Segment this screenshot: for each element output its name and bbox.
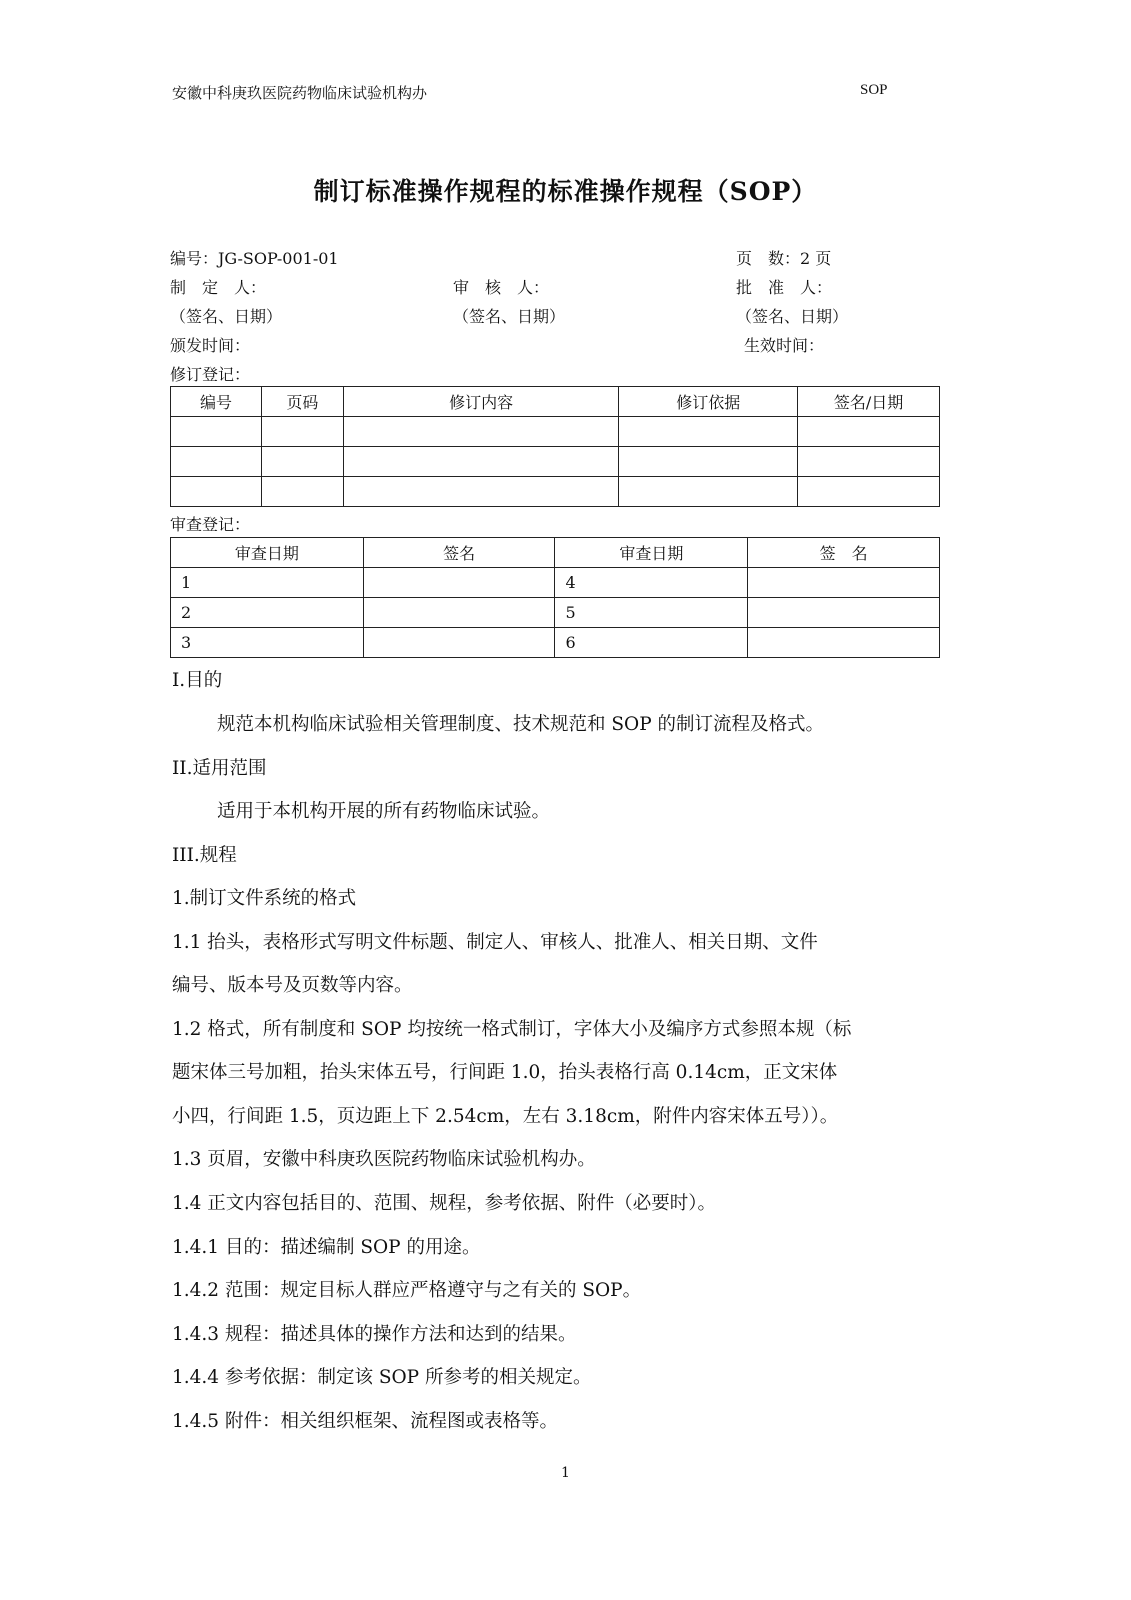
table-cell	[343, 417, 619, 447]
table-cell	[798, 447, 940, 477]
table-cell	[619, 417, 798, 447]
table-header-row	[171, 538, 940, 568]
table-cell	[798, 417, 940, 447]
review-log-label: 审查登记：	[170, 515, 251, 534]
table-cell	[261, 417, 343, 447]
table-row	[171, 417, 940, 447]
table-cell: 6	[555, 628, 748, 658]
page-count: 页 数：2 页	[736, 249, 832, 268]
review-log-table	[170, 537, 940, 658]
table-cell: 4	[555, 568, 748, 598]
section-heading-scope: II.适用范围	[172, 758, 267, 779]
paragraph: 编号、版本号及页数等内容。	[172, 975, 413, 996]
paragraph: 1.1 抬头，表格形式写明文件标题、制定人、审核人、批准人、相关日期、文件	[172, 932, 818, 953]
paragraph: 1.3 页眉，安徽中科庚玖医院药物临床试验机构办。	[172, 1149, 596, 1170]
revision-log-table	[170, 386, 940, 507]
column-header: 签 名	[748, 538, 940, 568]
page-number: 1	[561, 1465, 570, 1481]
paragraph: 适用于本机构开展的所有药物临床试验。	[217, 801, 551, 822]
table-cell	[619, 447, 798, 477]
table-cell: 2	[171, 598, 364, 628]
paragraph: 1.4.2 范围：规定目标人群应严格遵守与之有关的 SOP。	[172, 1280, 642, 1301]
effective-date-field: 生效时间：	[744, 336, 825, 355]
table-cell: 1	[171, 568, 364, 598]
column-header: 签名	[363, 538, 555, 568]
paragraph: 1.4.1 目的：描述编制 SOP 的用途。	[172, 1237, 481, 1258]
issue-date-field: 颁发时间：	[170, 336, 251, 355]
column-header: 页码	[261, 387, 343, 417]
paragraph: 1.4.3 规程：描述具体的操作方法和达到的结果。	[172, 1324, 577, 1345]
paragraph: 1.4.5 附件：相关组织框架、流程图或表格等。	[172, 1411, 558, 1432]
section-heading-purpose: I.目的	[172, 670, 223, 691]
table-cell	[343, 447, 619, 477]
table-cell	[619, 477, 798, 507]
revision-log-label: 修订登记：	[170, 365, 251, 384]
table-cell	[261, 477, 343, 507]
paragraph: 1.制订文件系统的格式	[172, 888, 357, 909]
table-cell	[798, 477, 940, 507]
table-cell	[171, 447, 262, 477]
approver-signature-note: （签名、日期）	[736, 307, 849, 326]
table-cell: 3	[171, 628, 364, 658]
table-cell	[748, 628, 940, 658]
column-header: 审查日期	[171, 538, 364, 568]
table-cell	[171, 477, 262, 507]
table-cell	[261, 447, 343, 477]
author-signature-note: （签名、日期）	[170, 307, 283, 326]
table-cell	[171, 417, 262, 447]
table-cell	[748, 598, 940, 628]
table-header-row	[171, 387, 940, 417]
paragraph: 题宋体三号加粗，抬头宋体五号，行间距 1.0，抬头表格行高 0.14cm，正文宋体	[172, 1062, 838, 1083]
paragraph: 1.4 正文内容包括目的、范围、规程，参考依据、附件（必要时）。	[172, 1193, 717, 1214]
table-row	[171, 598, 940, 628]
table-row	[171, 568, 940, 598]
reviewer-signature-note: （签名、日期）	[453, 307, 566, 326]
table-cell	[343, 477, 619, 507]
column-header: 修订依据	[619, 387, 798, 417]
column-header: 修订内容	[343, 387, 619, 417]
table-cell	[748, 568, 940, 598]
document-title: 制订标准操作规程的标准操作规程（SOP）	[313, 177, 818, 206]
table-cell	[363, 568, 555, 598]
table-cell: 5	[555, 598, 748, 628]
paragraph: 1.4.4 参考依据：制定该 SOP 所参考的相关规定。	[172, 1367, 592, 1388]
table-row	[171, 628, 940, 658]
table-cell	[363, 598, 555, 628]
column-header: 审查日期	[555, 538, 748, 568]
doc-number: 编号：JG-SOP-001-01	[170, 249, 339, 268]
page-header-left: 安徽中科庚玖医院药物临床试验机构办	[172, 84, 428, 102]
table-row	[171, 447, 940, 477]
author-field: 制 定 人：	[170, 278, 267, 297]
approver-field: 批 准 人：	[736, 278, 833, 297]
table-row	[171, 477, 940, 507]
paragraph: 小四，行间距 1.5，页边距上下 2.54cm，左右 3.18cm，附件内容宋体五号））。	[172, 1106, 839, 1127]
page-header-right: SOP	[860, 82, 888, 98]
paragraph: 规范本机构临床试验相关管理制度、技术规范和 SOP 的制订流程及格式。	[217, 714, 825, 735]
reviewer-field: 审 核 人：	[453, 278, 550, 297]
table-cell	[363, 628, 555, 658]
paragraph: 1.2 格式，所有制度和 SOP 均按统一格式制订，字体大小及编序方式参照本规（标	[172, 1019, 852, 1040]
column-header: 签名/日期	[798, 387, 940, 417]
column-header: 编号	[171, 387, 262, 417]
section-heading-procedure: III.规程	[172, 845, 237, 866]
